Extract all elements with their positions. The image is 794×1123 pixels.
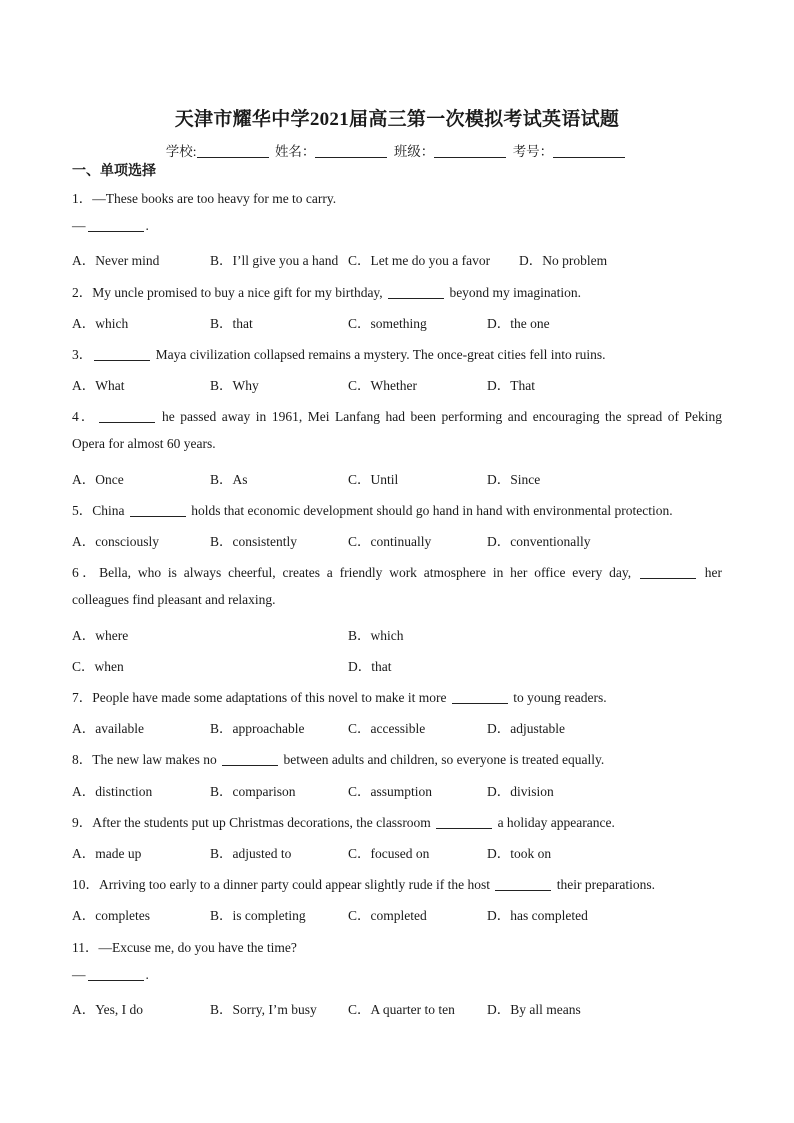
q5-option-d[interactable]: D．conventionally (487, 534, 591, 549)
name-label: 姓名： (274, 144, 316, 159)
q11-option-a[interactable]: A．Yes, I do (72, 1002, 144, 1017)
q6-option-a[interactable]: A．where (72, 628, 129, 643)
class-label: 班级： (393, 144, 435, 159)
q10-option-a[interactable]: A．completes (72, 908, 150, 923)
question-11-stem: 11．—Excuse me, do you have the time? (72, 940, 297, 955)
q4-option-c[interactable]: C．Until (348, 472, 399, 487)
q9-option-b[interactable]: B．adjusted to (210, 846, 292, 861)
answer-blank (94, 347, 150, 361)
page-title: 天津市耀华中学2021届高三第一次模拟考试英语试题 (174, 109, 620, 130)
exam-no-label: 考号： (512, 144, 554, 159)
q1-option-c[interactable]: C．Let me do you a favor (348, 253, 491, 268)
q3-option-b[interactable]: B．Why (210, 378, 259, 393)
q2-option-d[interactable]: D．the one (487, 316, 550, 331)
question-4-stem-cont: Opera for almost 60 years. (72, 436, 216, 451)
q2-option-a[interactable]: A．which (72, 316, 129, 331)
q10-option-b[interactable]: B．is completing (210, 908, 306, 923)
answer-blank (495, 877, 551, 891)
q7-option-c[interactable]: C．accessible (348, 721, 426, 736)
q7-option-b[interactable]: B．approachable (210, 721, 305, 736)
q9-option-a[interactable]: A．made up (72, 846, 142, 861)
question-11-reply: — . (72, 967, 149, 982)
name-field[interactable] (315, 143, 387, 158)
q3-option-c[interactable]: C．Whether (348, 378, 417, 393)
question-1-stem: 1．—These books are too heavy for me to carry. (72, 191, 337, 206)
question-3-stem: 3． Maya civilization collapsed remains a mystery. The once-great cities fell into ruins. (72, 347, 606, 362)
question-10-stem: 10．Arriving too early to a dinner party could appear slightly rude if the host their preparations. (72, 877, 655, 892)
q4-option-a[interactable]: A．Once (72, 472, 124, 487)
question-6-stem-cont: colleagues find pleasant and relaxing. (72, 592, 276, 607)
q11-option-b[interactable]: B．Sorry, I’m busy (210, 1002, 317, 1017)
q10-option-c[interactable]: C．completed (348, 908, 427, 923)
q1-option-d[interactable]: D．No problem (519, 253, 608, 268)
question-9-stem: 9．After the students put up Christmas decorations, the classroom a holiday appearance. (72, 815, 615, 830)
question-8-stem: 8．The new law makes no between adults and children, so everyone is treated equally. (72, 752, 605, 767)
class-field[interactable] (434, 143, 506, 158)
q8-option-b[interactable]: B．comparison (210, 784, 296, 799)
q1-option-b[interactable]: B．I’ll give you a hand (210, 253, 339, 268)
answer-blank (388, 285, 444, 299)
q8-option-d[interactable]: D．division (487, 784, 554, 799)
q9-option-c[interactable]: C．focused on (348, 846, 430, 861)
answer-blank (88, 967, 144, 981)
exam-no-field[interactable] (553, 143, 625, 158)
answer-blank (640, 565, 696, 579)
section-heading: 一、单项选择 (72, 164, 156, 179)
q5-option-b[interactable]: B．consistently (210, 534, 297, 549)
q2-option-b[interactable]: B．that (210, 316, 253, 331)
answer-blank (452, 690, 508, 704)
answer-blank (222, 752, 278, 766)
question-5-stem: 5．China holds that economic development should go hand in hand with environmental protection. (72, 503, 673, 518)
question-7-stem: 7．People have made some adaptations of this novel to make it more to young readers. (72, 690, 607, 705)
answer-blank (436, 815, 492, 829)
question-1-reply: — . (72, 218, 149, 233)
q3-option-a[interactable]: A．What (72, 378, 125, 393)
q11-option-d[interactable]: D．By all means (487, 1002, 581, 1017)
answer-blank (99, 409, 155, 423)
q6-option-d[interactable]: D．that (348, 659, 392, 674)
q8-option-c[interactable]: C．assumption (348, 784, 433, 799)
q3-option-d[interactable]: D．That (487, 378, 535, 393)
question-6-stem: 6．Bella, who is always cheerful, creates a friendly work atmosphere in her office every day, her (72, 565, 722, 580)
q10-option-d[interactable]: D．has completed (487, 908, 588, 923)
student-info-line (0, 140, 794, 160)
q5-option-a[interactable]: A．consciously (72, 534, 159, 549)
q2-option-c[interactable]: C．something (348, 316, 427, 331)
question-4-stem: 4． he passed away in 1961, Mei Lanfang had been performing and encouraging the spread of Peking (72, 409, 722, 424)
q7-option-a[interactable]: A．available (72, 721, 144, 736)
q11-option-c[interactable]: C．A quarter to ten (348, 1002, 455, 1017)
school-label: 学校: (165, 144, 197, 159)
q8-option-a[interactable]: A．distinction (72, 784, 153, 799)
answer-blank (130, 503, 186, 517)
q1-option-a[interactable]: A．Never mind (72, 253, 160, 268)
q7-option-d[interactable]: D．adjustable (487, 721, 565, 736)
q9-option-d[interactable]: D．took on (487, 846, 552, 861)
q4-option-d[interactable]: D．Since (487, 472, 541, 487)
school-field[interactable] (197, 143, 269, 158)
question-2-stem: 2．My uncle promised to buy a nice gift for my birthday, beyond my imagination. (72, 285, 582, 300)
q6-option-b[interactable]: B．which (348, 628, 404, 643)
q6-option-c[interactable]: C．when (72, 659, 124, 674)
answer-blank (88, 218, 144, 232)
q5-option-c[interactable]: C．continually (348, 534, 432, 549)
q4-option-b[interactable]: B．As (210, 472, 248, 487)
